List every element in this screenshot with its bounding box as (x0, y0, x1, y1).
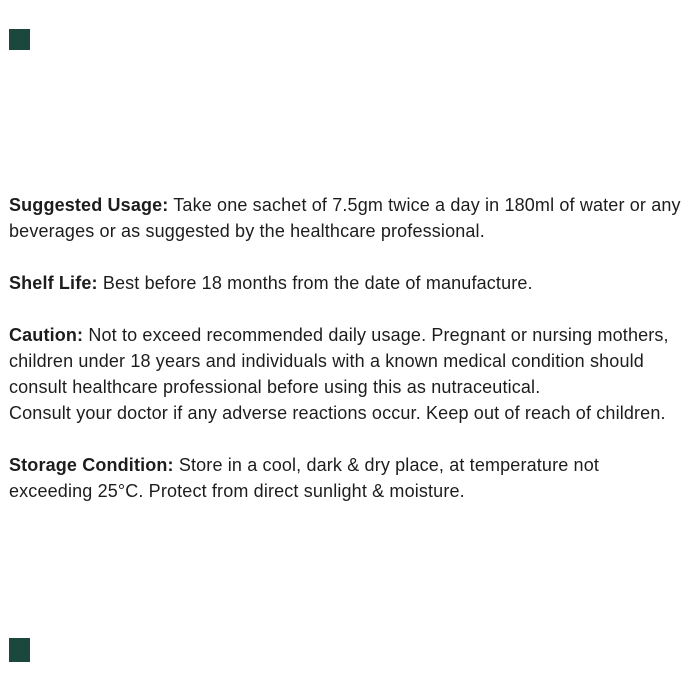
section-text-line: Best before 18 months from the date of manufacture. (102, 273, 533, 293)
section-text-line: exceeding 25°C. Protect from direct sunlight & moisture. (9, 481, 465, 501)
section-shelf-life (9, 270, 684, 296)
section-text-line: Store in a cool, dark & dry place, at temperature not (178, 455, 600, 475)
section-text-line: Take one sachet of 7.5gm twice a day in 180ml of water or any (173, 195, 681, 215)
section-caution (9, 322, 684, 426)
section-text-line: consult healthcare professional before using this as nutraceutical. (9, 377, 541, 397)
section-heading-storage-condition: Storage Condition: (9, 455, 174, 475)
section-storage-condition (9, 452, 684, 504)
section-heading-shelf-life: Shelf Life: (9, 273, 98, 293)
section-suggested-usage (9, 192, 684, 244)
section-heading-caution: Caution: (9, 325, 84, 345)
section-text-line: Not to exceed recommended daily usage. Pregnant or nursing mothers, (88, 325, 669, 345)
corner-trim-mark-bottom (9, 638, 30, 662)
section-text-line: children under 18 years and individuals with a known medical condition should (9, 351, 644, 371)
section-text-line: beverages or as suggested by the healthcare professional. (9, 221, 485, 241)
section-text-line: Consult your doctor if any adverse reactions occur. Keep out of reach of children. (9, 403, 666, 423)
section-heading-suggested-usage: Suggested Usage: (9, 195, 169, 215)
